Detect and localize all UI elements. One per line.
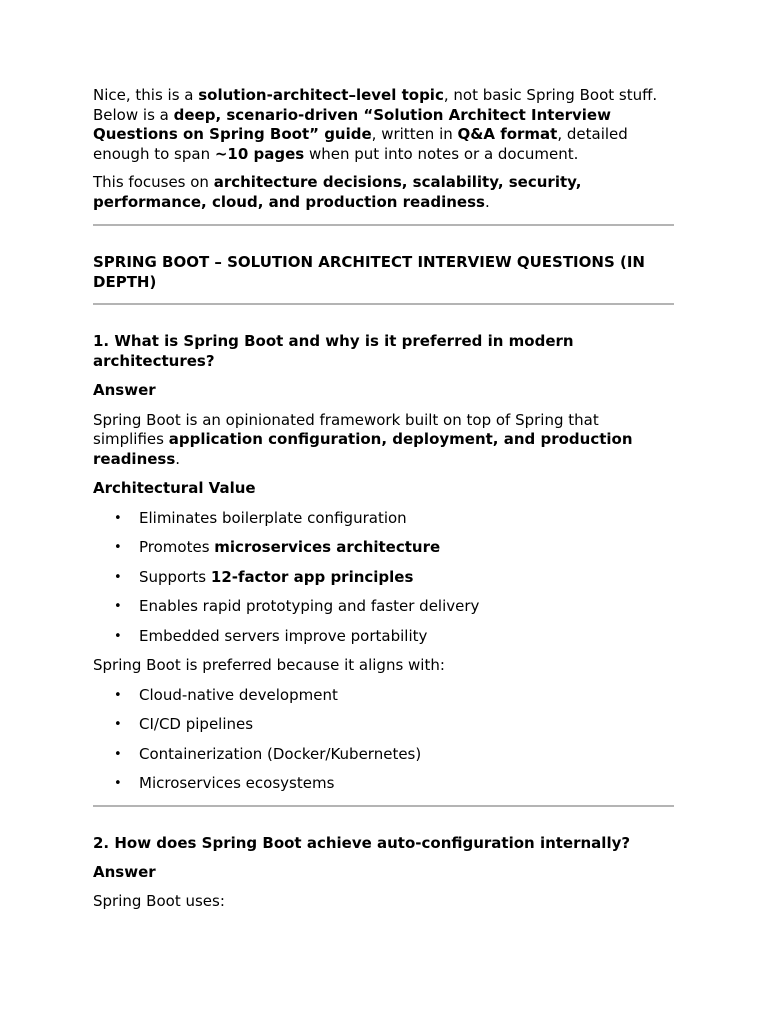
intro-line-2: Below is a deep, scenario-driven “Solution Architect Interview Questions on Spring Boot” guide, written in Q&A format, detailed enough to span ~10 pages when put into notes or a document. bbox=[93, 105, 628, 163]
list-item: • CI/CD pipelines bbox=[93, 715, 674, 735]
list-item: • Embedded servers improve portability bbox=[93, 627, 674, 647]
list-item: • Supports 12-factor app principles bbox=[93, 568, 674, 588]
divider bbox=[93, 805, 674, 807]
list-item: • Promotes microservices architecture bbox=[93, 538, 674, 558]
uses-paragraph: Spring Boot uses: bbox=[93, 892, 225, 910]
list-item: • Cloud-native development bbox=[93, 686, 674, 706]
list-item: • Containerization (Docker/Kubernetes) bbox=[93, 745, 674, 765]
question-1-title: 1. What is Spring Boot and why is it preferred in modern architectures? bbox=[93, 332, 574, 370]
answer-label: Answer bbox=[93, 862, 156, 881]
intro-focus: This focuses on architecture decisions, scalability, security, performance, cloud, and production readiness. bbox=[93, 173, 582, 211]
divider bbox=[93, 303, 674, 305]
question-2-title: 2. How does Spring Boot achieve auto-configuration internally? bbox=[93, 833, 631, 852]
list-item: • Enables rapid prototyping and faster delivery bbox=[93, 597, 674, 617]
architectural-value-list bbox=[93, 509, 674, 647]
preferred-paragraph: Spring Boot is preferred because it aligns with: bbox=[93, 656, 445, 674]
intro-line-1: Nice, this is a solution-architect–level topic, not basic Spring Boot stuff. bbox=[93, 86, 658, 104]
aligns-list bbox=[93, 686, 674, 794]
list-item: • Eliminates boilerplate configuration bbox=[93, 509, 674, 529]
answer-paragraph: Spring Boot is an opinionated framework built on top of Spring that simplifies application configuration, deployment, and production readiness. bbox=[93, 410, 633, 468]
answer-label: Answer bbox=[93, 381, 156, 399]
list-item: • Microservices ecosystems bbox=[93, 774, 674, 794]
main-heading: SPRING BOOT – SOLUTION ARCHITECT INTERVIEW QUESTIONS (IN DEPTH) bbox=[93, 253, 645, 291]
divider bbox=[93, 224, 674, 226]
architectural-value-label: Architectural Value bbox=[93, 479, 256, 497]
